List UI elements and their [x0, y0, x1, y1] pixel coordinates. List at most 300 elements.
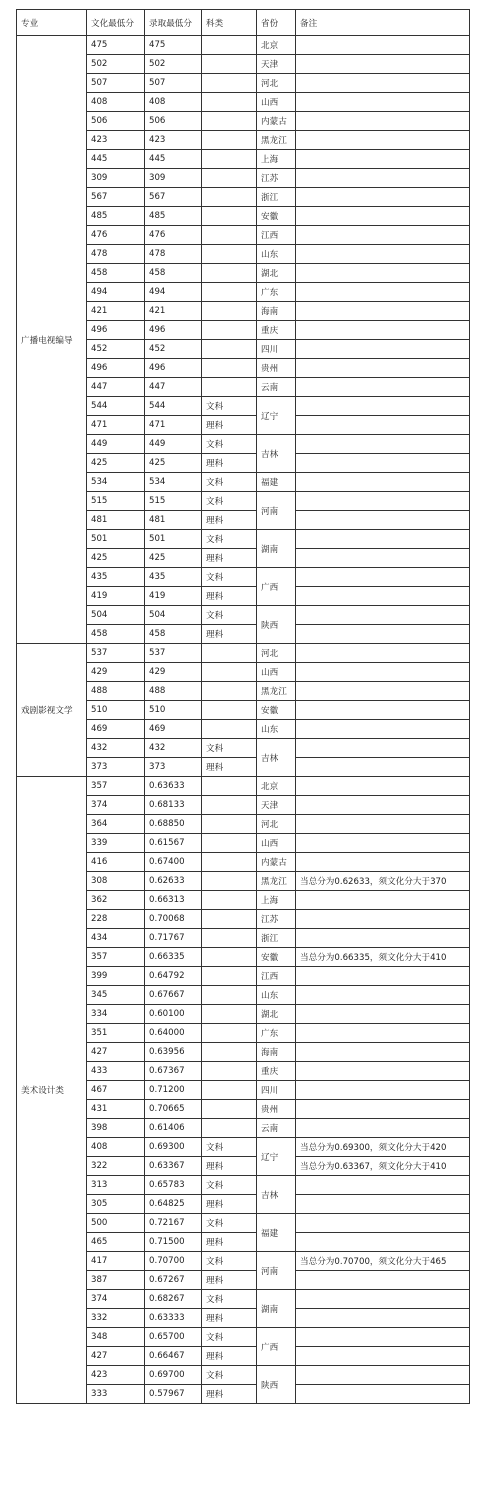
province-cell: 安徽: [257, 701, 296, 720]
culture-min-score-cell: 465: [87, 1233, 145, 1252]
culture-min-score-cell: 305: [87, 1195, 145, 1214]
admission-min-score-cell: 0.66313: [145, 891, 202, 910]
remarks-cell: [296, 1195, 470, 1214]
remarks-cell: [296, 416, 470, 435]
subject-type-cell: [202, 207, 257, 226]
remarks-cell: [296, 473, 470, 492]
admission-min-score-cell: 309: [145, 169, 202, 188]
culture-min-score-cell: 494: [87, 283, 145, 302]
admission-min-score-cell: 485: [145, 207, 202, 226]
subject-type-cell: [202, 815, 257, 834]
remarks-cell: [296, 283, 470, 302]
admission-min-score-cell: 408: [145, 93, 202, 112]
remarks-cell: [296, 1081, 470, 1100]
admission-min-score-cell: 435: [145, 568, 202, 587]
admission-min-score-cell: 0.68267: [145, 1290, 202, 1309]
province-cell: 河北: [257, 815, 296, 834]
subject-type-cell: [202, 55, 257, 74]
header-major: 专业: [17, 10, 87, 36]
culture-min-score-cell: 435: [87, 568, 145, 587]
culture-min-score-cell: 362: [87, 891, 145, 910]
subject-type-cell: 理科: [202, 625, 257, 644]
remarks-cell: [296, 359, 470, 378]
admission-min-score-cell: 0.68850: [145, 815, 202, 834]
remarks-cell: [296, 853, 470, 872]
admission-min-score-cell: 0.69700: [145, 1366, 202, 1385]
culture-min-score-cell: 507: [87, 74, 145, 93]
culture-min-score-cell: 309: [87, 169, 145, 188]
subject-type-cell: [202, 701, 257, 720]
province-cell: 黑龙江: [257, 872, 296, 891]
province-cell: 黑龙江: [257, 682, 296, 701]
remarks-cell: [296, 1366, 470, 1385]
province-cell: 山西: [257, 834, 296, 853]
admission-min-score-cell: 0.64792: [145, 967, 202, 986]
admission-min-score-cell: 445: [145, 150, 202, 169]
culture-min-score-cell: 357: [87, 777, 145, 796]
remarks-cell: [296, 188, 470, 207]
remarks-cell: [296, 264, 470, 283]
province-cell: 浙江: [257, 188, 296, 207]
culture-min-score-cell: 398: [87, 1119, 145, 1138]
subject-type-cell: 文科: [202, 606, 257, 625]
province-cell: 江苏: [257, 910, 296, 929]
subject-type-cell: [202, 834, 257, 853]
province-cell: 天津: [257, 55, 296, 74]
province-cell: 广西: [257, 1328, 296, 1366]
admission-min-score-cell: 432: [145, 739, 202, 758]
subject-type-cell: [202, 1081, 257, 1100]
culture-min-score-cell: 332: [87, 1309, 145, 1328]
province-cell: 北京: [257, 777, 296, 796]
admission-min-score-cell: 507: [145, 74, 202, 93]
admission-min-score-cell: 421: [145, 302, 202, 321]
admission-min-score-cell: 0.70068: [145, 910, 202, 929]
province-cell: 福建: [257, 1214, 296, 1252]
culture-min-score-cell: 510: [87, 701, 145, 720]
remarks-cell: [296, 1043, 470, 1062]
subject-type-cell: [202, 777, 257, 796]
province-cell: 安徽: [257, 207, 296, 226]
major-cell: 广播电视编导: [17, 36, 87, 644]
admission-min-score-cell: 0.63956: [145, 1043, 202, 1062]
admission-min-score-cell: 0.63333: [145, 1309, 202, 1328]
culture-min-score-cell: 458: [87, 264, 145, 283]
subject-type-cell: [202, 359, 257, 378]
admission-min-score-cell: 0.67367: [145, 1062, 202, 1081]
subject-type-cell: 文科: [202, 1214, 257, 1233]
remarks-cell: [296, 378, 470, 397]
culture-min-score-cell: 313: [87, 1176, 145, 1195]
admission-min-score-cell: 537: [145, 644, 202, 663]
admission-min-score-cell: 0.71500: [145, 1233, 202, 1252]
province-cell: 浙江: [257, 929, 296, 948]
remarks-cell: [296, 302, 470, 321]
subject-type-cell: [202, 796, 257, 815]
subject-type-cell: 文科: [202, 739, 257, 758]
remarks-cell: [296, 245, 470, 264]
culture-min-score-cell: 416: [87, 853, 145, 872]
culture-min-score-cell: 348: [87, 1328, 145, 1347]
subject-type-cell: 理科: [202, 454, 257, 473]
admission-min-score-cell: 373: [145, 758, 202, 777]
province-cell: 吉林: [257, 1176, 296, 1214]
culture-min-score-cell: 374: [87, 796, 145, 815]
province-cell: 安徽: [257, 948, 296, 967]
culture-min-score-cell: 445: [87, 150, 145, 169]
subject-type-cell: [202, 188, 257, 207]
admission-min-score-cell: 0.62633: [145, 872, 202, 891]
subject-type-cell: [202, 378, 257, 397]
province-cell: 天津: [257, 796, 296, 815]
province-cell: 云南: [257, 1119, 296, 1138]
subject-type-cell: [202, 986, 257, 1005]
admission-min-score-cell: 515: [145, 492, 202, 511]
subject-type-cell: 理科: [202, 549, 257, 568]
province-cell: 山西: [257, 93, 296, 112]
remarks-cell: [296, 1176, 470, 1195]
remarks-cell: [296, 739, 470, 758]
header-culture-min-score: 文化最低分: [87, 10, 145, 36]
province-cell: 贵州: [257, 359, 296, 378]
culture-min-score-cell: 431: [87, 1100, 145, 1119]
admission-min-score-cell: 419: [145, 587, 202, 606]
remarks-cell: [296, 682, 470, 701]
culture-min-score-cell: 357: [87, 948, 145, 967]
province-cell: 广东: [257, 283, 296, 302]
admission-min-score-cell: 0.66467: [145, 1347, 202, 1366]
admission-min-score-cell: 452: [145, 340, 202, 359]
admission-min-score-cell: 567: [145, 188, 202, 207]
culture-min-score-cell: 425: [87, 549, 145, 568]
subject-type-cell: 文科: [202, 530, 257, 549]
remarks-cell: [296, 891, 470, 910]
culture-min-score-cell: 567: [87, 188, 145, 207]
culture-min-score-cell: 478: [87, 245, 145, 264]
remarks-cell: [296, 93, 470, 112]
province-cell: 四川: [257, 340, 296, 359]
culture-min-score-cell: 408: [87, 93, 145, 112]
culture-min-score-cell: 481: [87, 511, 145, 530]
admission-min-score-cell: 449: [145, 435, 202, 454]
remarks-cell: [296, 1214, 470, 1233]
admission-min-score-cell: 0.71200: [145, 1081, 202, 1100]
admission-min-score-cell: 458: [145, 264, 202, 283]
subject-type-cell: [202, 169, 257, 188]
remarks-cell: [296, 207, 470, 226]
culture-min-score-cell: 537: [87, 644, 145, 663]
subject-type-cell: [202, 245, 257, 264]
subject-type-cell: [202, 264, 257, 283]
admission-min-score-cell: 0.64825: [145, 1195, 202, 1214]
subject-type-cell: 理科: [202, 1309, 257, 1328]
subject-type-cell: [202, 1043, 257, 1062]
admission-min-score-cell: 471: [145, 416, 202, 435]
culture-min-score-cell: 452: [87, 340, 145, 359]
province-cell: 海南: [257, 1043, 296, 1062]
header-province: 省份: [257, 10, 296, 36]
header-remarks: 备注: [296, 10, 470, 36]
subject-type-cell: [202, 891, 257, 910]
subject-type-cell: 理科: [202, 758, 257, 777]
province-cell: 福建: [257, 473, 296, 492]
remarks-cell: [296, 1233, 470, 1252]
subject-type-cell: 文科: [202, 1290, 257, 1309]
province-cell: 山西: [257, 663, 296, 682]
province-cell: 贵州: [257, 1100, 296, 1119]
remarks-cell: [296, 150, 470, 169]
culture-min-score-cell: 417: [87, 1252, 145, 1271]
table-row: [17, 644, 470, 663]
subject-type-cell: 文科: [202, 1328, 257, 1347]
subject-type-cell: [202, 340, 257, 359]
subject-type-cell: [202, 1100, 257, 1119]
province-cell: 江苏: [257, 169, 296, 188]
subject-type-cell: 理科: [202, 1347, 257, 1366]
remarks-cell: [296, 986, 470, 1005]
subject-type-cell: 文科: [202, 1138, 257, 1157]
remarks-cell: 当总分为0.66335，须文化分大于410: [296, 948, 470, 967]
admission-min-score-cell: 481: [145, 511, 202, 530]
admission-min-score-cell: 0.67667: [145, 986, 202, 1005]
culture-min-score-cell: 504: [87, 606, 145, 625]
culture-min-score-cell: 469: [87, 720, 145, 739]
province-cell: 重庆: [257, 321, 296, 340]
subject-type-cell: [202, 644, 257, 663]
subject-type-cell: [202, 1062, 257, 1081]
admission-min-score-cell: 0.70665: [145, 1100, 202, 1119]
admission-min-score-cell: 0.70700: [145, 1252, 202, 1271]
province-cell: 云南: [257, 378, 296, 397]
subject-type-cell: 理科: [202, 1271, 257, 1290]
subject-type-cell: [202, 131, 257, 150]
province-cell: 重庆: [257, 1062, 296, 1081]
admission-min-score-cell: 0.69300: [145, 1138, 202, 1157]
culture-min-score-cell: 425: [87, 454, 145, 473]
remarks-cell: [296, 55, 470, 74]
province-cell: 湖北: [257, 1005, 296, 1024]
province-cell: 山东: [257, 720, 296, 739]
culture-min-score-cell: 423: [87, 1366, 145, 1385]
subject-type-cell: 文科: [202, 435, 257, 454]
admission-min-score-cell: 488: [145, 682, 202, 701]
culture-min-score-cell: 544: [87, 397, 145, 416]
remarks-cell: [296, 1290, 470, 1309]
culture-min-score-cell: 429: [87, 663, 145, 682]
province-cell: 北京: [257, 36, 296, 55]
remarks-cell: [296, 454, 470, 473]
subject-type-cell: 文科: [202, 397, 257, 416]
admission-score-table: [16, 9, 470, 1404]
culture-min-score-cell: 423: [87, 131, 145, 150]
admission-min-score-cell: 0.65783: [145, 1176, 202, 1195]
culture-min-score-cell: 488: [87, 682, 145, 701]
admission-min-score-cell: 496: [145, 321, 202, 340]
subject-type-cell: [202, 910, 257, 929]
culture-min-score-cell: 501: [87, 530, 145, 549]
subject-type-cell: 文科: [202, 492, 257, 511]
culture-min-score-cell: 449: [87, 435, 145, 454]
admission-min-score-cell: 501: [145, 530, 202, 549]
province-cell: 江西: [257, 226, 296, 245]
subject-type-cell: [202, 1005, 257, 1024]
remarks-cell: [296, 321, 470, 340]
remarks-cell: [296, 587, 470, 606]
remarks-cell: [296, 815, 470, 834]
remarks-cell: [296, 74, 470, 93]
culture-min-score-cell: 334: [87, 1005, 145, 1024]
admission-min-score-cell: 475: [145, 36, 202, 55]
remarks-cell: [296, 36, 470, 55]
remarks-cell: [296, 663, 470, 682]
province-cell: 湖南: [257, 530, 296, 568]
subject-type-cell: [202, 720, 257, 739]
admission-min-score-cell: 0.57967: [145, 1385, 202, 1404]
subject-type-cell: [202, 872, 257, 891]
culture-min-score-cell: 475: [87, 36, 145, 55]
table-header: [17, 10, 470, 36]
remarks-cell: [296, 1271, 470, 1290]
subject-type-cell: [202, 226, 257, 245]
subject-type-cell: [202, 853, 257, 872]
remarks-cell: [296, 967, 470, 986]
subject-type-cell: [202, 1119, 257, 1138]
major-cell: 美术设计类: [17, 777, 87, 1404]
subject-type-cell: [202, 112, 257, 131]
culture-min-score-cell: 433: [87, 1062, 145, 1081]
subject-type-cell: 文科: [202, 568, 257, 587]
remarks-cell: [296, 701, 470, 720]
remarks-cell: [296, 644, 470, 663]
major-cell: 戏剧影视文学: [17, 644, 87, 777]
table-body: [17, 36, 470, 1404]
admission-min-score-cell: 0.66335: [145, 948, 202, 967]
remarks-cell: [296, 1062, 470, 1081]
subject-type-cell: [202, 967, 257, 986]
admission-min-score-cell: 447: [145, 378, 202, 397]
province-cell: 辽宁: [257, 397, 296, 435]
table-row: [17, 777, 470, 796]
culture-min-score-cell: 374: [87, 1290, 145, 1309]
remarks-cell: [296, 530, 470, 549]
remarks-cell: [296, 226, 470, 245]
subject-type-cell: 文科: [202, 1366, 257, 1385]
remarks-cell: [296, 112, 470, 131]
culture-min-score-cell: 467: [87, 1081, 145, 1100]
admission-min-score-cell: 0.68133: [145, 796, 202, 815]
province-cell: 广东: [257, 1024, 296, 1043]
admission-min-score-cell: 478: [145, 245, 202, 264]
admission-min-score-cell: 506: [145, 112, 202, 131]
subject-type-cell: 理科: [202, 1157, 257, 1176]
subject-type-cell: [202, 948, 257, 967]
admission-min-score-cell: 458: [145, 625, 202, 644]
remarks-cell: [296, 169, 470, 188]
admission-min-score-cell: 429: [145, 663, 202, 682]
admission-min-score-cell: 0.61567: [145, 834, 202, 853]
admission-min-score-cell: 0.63633: [145, 777, 202, 796]
header-admission-min-score: 录取最低分: [145, 10, 202, 36]
culture-min-score-cell: 496: [87, 321, 145, 340]
province-cell: 上海: [257, 891, 296, 910]
culture-min-score-cell: 496: [87, 359, 145, 378]
province-cell: 河北: [257, 74, 296, 93]
admission-min-score-cell: 0.63367: [145, 1157, 202, 1176]
culture-min-score-cell: 476: [87, 226, 145, 245]
subject-type-cell: [202, 150, 257, 169]
subject-type-cell: [202, 1024, 257, 1043]
province-cell: 上海: [257, 150, 296, 169]
admission-min-score-cell: 534: [145, 473, 202, 492]
province-cell: 河南: [257, 1252, 296, 1290]
remarks-cell: [296, 929, 470, 948]
subject-type-cell: 文科: [202, 1252, 257, 1271]
culture-min-score-cell: 427: [87, 1347, 145, 1366]
remarks-cell: [296, 1347, 470, 1366]
culture-min-score-cell: 322: [87, 1157, 145, 1176]
culture-min-score-cell: 345: [87, 986, 145, 1005]
admission-min-score-cell: 469: [145, 720, 202, 739]
province-cell: 湖南: [257, 1290, 296, 1328]
remarks-cell: [296, 1100, 470, 1119]
admission-min-score-cell: 502: [145, 55, 202, 74]
remarks-cell: [296, 1024, 470, 1043]
subject-type-cell: [202, 302, 257, 321]
table-row: [17, 36, 470, 55]
remarks-cell: 当总分为0.69300，须文化分大于420: [296, 1138, 470, 1157]
admission-min-score-cell: 423: [145, 131, 202, 150]
subject-type-cell: 理科: [202, 1195, 257, 1214]
remarks-cell: [296, 1119, 470, 1138]
culture-min-score-cell: 502: [87, 55, 145, 74]
admission-min-score-cell: 0.67400: [145, 853, 202, 872]
remarks-cell: 当总分为0.62633，须文化分大于370: [296, 872, 470, 891]
remarks-cell: [296, 1328, 470, 1347]
province-cell: 吉林: [257, 739, 296, 777]
subject-type-cell: 理科: [202, 511, 257, 530]
province-cell: 海南: [257, 302, 296, 321]
province-cell: 陕西: [257, 1366, 296, 1404]
remarks-cell: [296, 1005, 470, 1024]
admission-min-score-cell: 544: [145, 397, 202, 416]
admission-min-score-cell: 0.64000: [145, 1024, 202, 1043]
province-cell: 江西: [257, 967, 296, 986]
admission-min-score-cell: 504: [145, 606, 202, 625]
remarks-cell: [296, 625, 470, 644]
subject-type-cell: 理科: [202, 1233, 257, 1252]
subject-type-cell: [202, 321, 257, 340]
culture-min-score-cell: 421: [87, 302, 145, 321]
admission-min-score-cell: 494: [145, 283, 202, 302]
province-cell: 内蒙古: [257, 112, 296, 131]
remarks-cell: [296, 796, 470, 815]
remarks-cell: [296, 435, 470, 454]
province-cell: 黑龙江: [257, 131, 296, 150]
culture-min-score-cell: 399: [87, 967, 145, 986]
admission-min-score-cell: 0.72167: [145, 1214, 202, 1233]
remarks-cell: [296, 777, 470, 796]
culture-min-score-cell: 408: [87, 1138, 145, 1157]
admission-min-score-cell: 0.61406: [145, 1119, 202, 1138]
culture-min-score-cell: 485: [87, 207, 145, 226]
remarks-cell: [296, 549, 470, 568]
province-cell: 辽宁: [257, 1138, 296, 1176]
remarks-cell: [296, 720, 470, 739]
province-cell: 内蒙古: [257, 853, 296, 872]
admission-min-score-cell: 0.60100: [145, 1005, 202, 1024]
remarks-cell: [296, 131, 470, 150]
culture-min-score-cell: 419: [87, 587, 145, 606]
